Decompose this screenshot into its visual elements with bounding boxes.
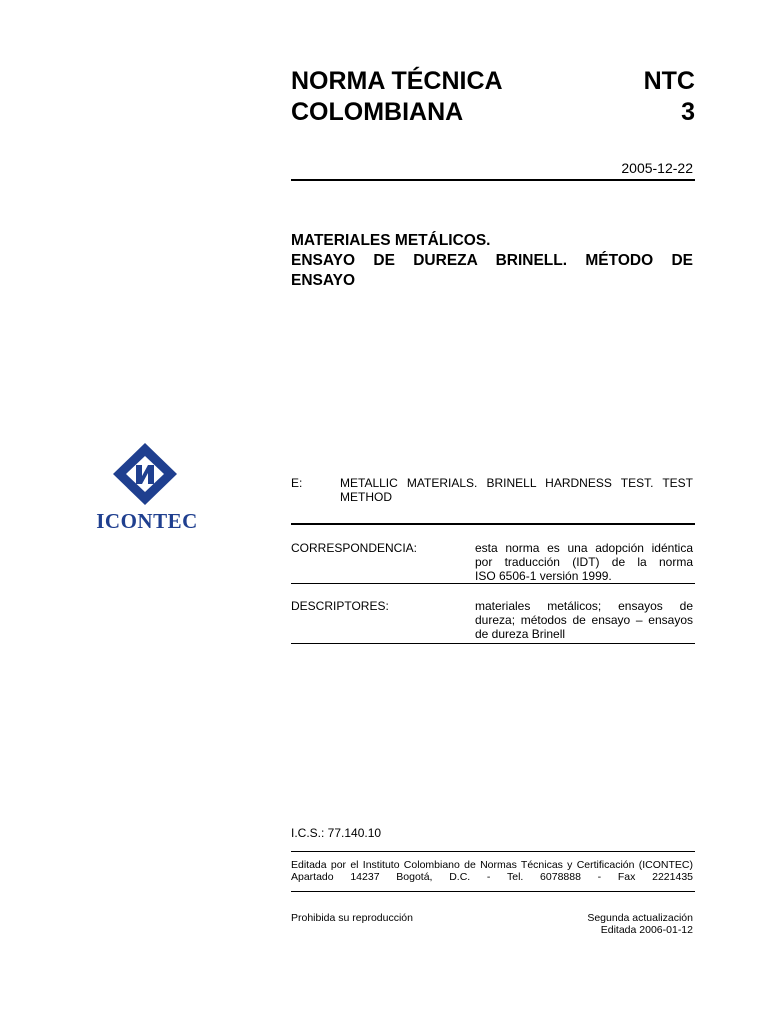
subject-line-3: ENSAYO <box>291 272 356 289</box>
divider-ics <box>291 851 695 852</box>
english-line-1: METALLIC MATERIALS. BRINELL HARDNESS TEST. TEST <box>340 476 693 490</box>
footer-edition-line-2: Editada 2006-01-12 <box>600 924 693 936</box>
ics-code: I.C.S.: 77.140.10 <box>291 826 382 840</box>
english-label: E: <box>291 476 303 490</box>
correspondencia-line-2: por traducción (IDT) de la norma <box>475 555 693 569</box>
correspondencia-line-1: esta norma es una adopción idéntica <box>475 541 693 555</box>
footer-edition-line-1: Segunda actualización <box>587 912 693 924</box>
divider-top <box>291 179 695 181</box>
correspondencia-line-3: ISO 6506-1 versión 1999. <box>475 569 612 583</box>
document-subject <box>291 231 693 291</box>
footer-edition <box>500 912 693 936</box>
correspondencia-label: CORRESPONDENCIA: <box>291 541 418 555</box>
divider-correspondencia <box>291 583 695 584</box>
code-line-1: NTC <box>643 67 695 95</box>
publisher-line-2: Apartado 14237 Bogotá, D.C. - Tel. 6078888 - Fax 2221435 <box>291 871 693 883</box>
publisher-info <box>291 859 693 883</box>
title-line-2: COLOMBIANA <box>291 98 464 126</box>
logo-text: ICONTEC <box>96 509 198 533</box>
standard-code <box>595 66 695 128</box>
footer-reproduction: Prohibida su reproducción <box>291 912 413 924</box>
divider-english <box>291 523 695 525</box>
descriptores-line-2: dureza; métodos de ensayo – ensayos <box>475 613 693 627</box>
document-title <box>291 66 503 128</box>
descriptores-line-3: de dureza Brinell <box>475 627 566 641</box>
descriptores-text <box>475 599 693 641</box>
document-date: 2005-12-22 <box>621 160 693 176</box>
subject-line-1: MATERIALES METÁLICOS. <box>291 232 491 249</box>
title-line-1: NORMA TÉCNICA <box>291 67 503 95</box>
publisher-line-1: Editada por el Instituto Colombiano de Normas Técnicas y Certificación (ICONTEC) <box>291 859 693 871</box>
code-line-2: 3 <box>681 98 695 126</box>
divider-publisher <box>291 891 695 892</box>
correspondencia-text <box>475 541 693 583</box>
descriptores-label: DESCRIPTORES: <box>291 599 389 613</box>
descriptores-line-1: materiales metálicos; ensayos de <box>475 599 693 613</box>
subject-line-2: ENSAYO DE DUREZA BRINELL. MÉTODO DE <box>291 252 693 269</box>
english-line-2: METHOD <box>340 490 392 504</box>
divider-descriptores <box>291 643 695 644</box>
english-title <box>340 476 693 504</box>
icontec-logo <box>92 440 202 532</box>
